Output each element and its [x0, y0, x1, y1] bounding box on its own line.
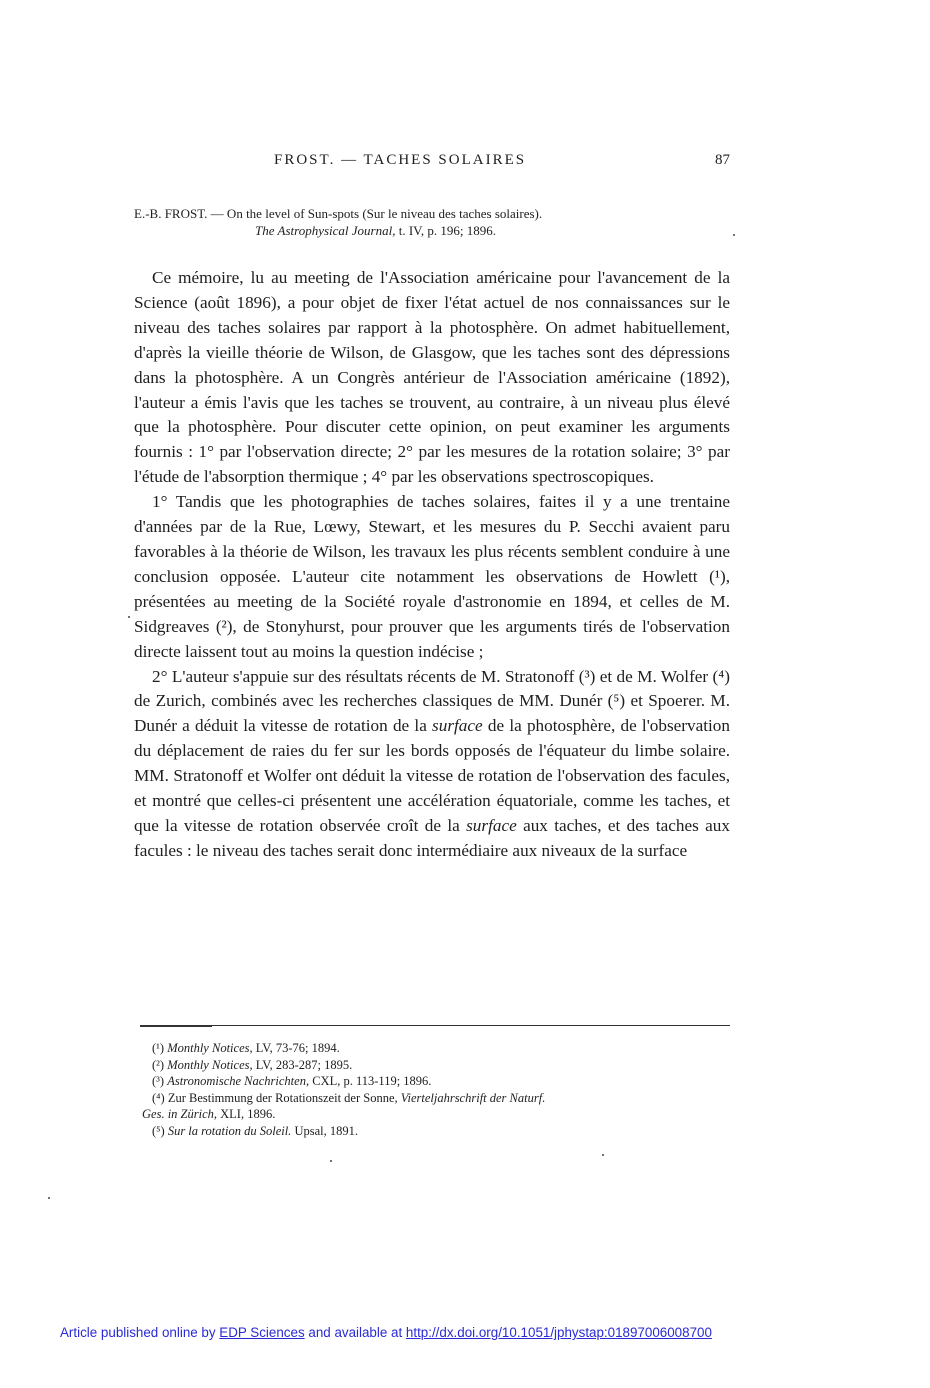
footnote-5-title: Sur la rotation du Soleil.	[167, 1123, 292, 1138]
footnote-4-mark: (⁴)	[152, 1090, 165, 1105]
footnote-4-cont-title: Ges. in Zürich,	[142, 1107, 217, 1122]
scan-speck	[128, 616, 130, 618]
article-body	[134, 266, 730, 864]
running-title: FROST. — TACHES SOLAIRES	[274, 152, 527, 168]
footer-middle: and available at	[304, 1325, 406, 1340]
doi-link[interactable]: http://dx.doi.org/10.1051/jphystap:01897006008700	[405, 1325, 712, 1340]
footnote-5-rest: Upsal, 1891.	[291, 1123, 358, 1138]
scan-speck	[733, 234, 735, 236]
footnote-4-cont-rest: XLI, 1896.	[217, 1107, 276, 1122]
footnote-rule	[140, 1025, 730, 1026]
publisher-link[interactable]: EDP Sciences	[219, 1325, 305, 1340]
footnote-4-text: Zur Bestimmung der Rotationszeit der Sonne,	[164, 1090, 401, 1105]
scan-speck	[602, 1154, 604, 1156]
footnote-4	[134, 1090, 730, 1107]
footnote-2-mark: (²)	[152, 1057, 165, 1072]
emphasis-surface-2: surface	[466, 815, 517, 835]
running-head	[134, 152, 730, 172]
footnote-2-title: Monthly Notices,	[167, 1057, 253, 1072]
footnote-2	[134, 1057, 730, 1074]
footnote-3-rest: CXL, p. 113-119; 1896.	[309, 1074, 432, 1089]
footnote-1-title: Monthly Notices,	[167, 1041, 253, 1055]
reference-line-1: E.-B. FROST. — On the level of Sun-spots (Sur le niveau des taches solaires).	[134, 206, 543, 221]
reference-journal: The Astrophysical Journal,	[255, 223, 396, 238]
paragraph-2: 1° Tandis que les photographies de taches solaires, faites il y a une trentaine d'années par de la Rue, Lœwy, Stewart, et les mesures du P. Secchi avaient paru favorables à la théorie de Wilson, les travaux les plus récents semblent conduire à une conclusion opposée. L'auteur cite notamment les observations de Howlett (¹), présentées au meeting de la Société royale d'astronomie en 1894, et celles de M. Sidgreaves (²), de Stonyhurst, pour prouver que les arguments tirés de l'observation directe laissent tout au moins la question indécise ;	[134, 492, 730, 661]
footnote-1-mark: (¹)	[152, 1041, 165, 1055]
footnote-4-continued	[134, 1106, 730, 1123]
footer-prefix: Article published online by	[60, 1325, 220, 1340]
footnote-5	[134, 1123, 730, 1140]
paragraph-3-part-a: 2° L'auteur s'appuie sur des résultats récents de M. Stratonoff (³) et de M. Wolfer (⁴) de Zurich, combinés avec les recherches classiques de MM. Dunér (⁵) et Spoerer. M. Dunér a déduit la vitesse de rotation de la	[134, 666, 730, 736]
footnote-1-rest: LV, 73-76; 1894.	[252, 1041, 340, 1055]
footnote-3-title: Astronomische Nachrichten,	[167, 1074, 310, 1089]
footnote-5-mark: (⁵)	[152, 1123, 165, 1138]
scan-speck	[330, 1160, 332, 1162]
reference-details: t. IV, p. 196; 1896.	[395, 223, 496, 238]
reference-line-2	[134, 222, 730, 239]
footnotes	[134, 1040, 730, 1140]
footnote-rule-accent	[140, 1025, 212, 1027]
footnote-2-rest: LV, 283-287; 1895.	[252, 1057, 353, 1072]
footnote-3-mark: (³)	[152, 1074, 165, 1089]
publication-footer	[60, 1325, 880, 1340]
reference-header	[134, 205, 730, 239]
footnote-1	[134, 1040, 730, 1057]
scan-speck	[48, 1197, 50, 1199]
footnote-3	[134, 1073, 730, 1090]
footnote-4-title: Vierteljahrschrift der Naturf.	[400, 1090, 546, 1105]
paragraph-3	[134, 665, 730, 864]
paragraph-3-part-c: aux taches, et des taches aux facules : le niveau des taches serait donc intermédiaire aux niveaux de la surface	[134, 815, 730, 860]
page-number: 87	[715, 152, 730, 168]
paragraph-1: Ce mémoire, lu au meeting de l'Association américaine pour l'avancement de la Science (août 1896), a pour objet de fixer l'état actuel de nos connaissances sur le niveau des taches solaires par rapport à la photosphère. On admet habituellement, d'après la vieille théorie de Wilson, de Glasgow, que les taches sont des dépressions dans la photosphère. A un Congrès antérieur de l'Association américaine (1892), l'auteur a émis l'avis que les taches se trouvent, au contraire, à un niveau plus élevé que la photosphère. Pour discuter cette opinion, on peut examiner les arguments fournis : 1° par l'observation directe; 2° par les mesures de la rotation solaire; 3° par l'étude de l'absorption thermique ; 4° par les observations spectroscopiques.	[134, 268, 730, 487]
emphasis-surface-1: surface	[432, 716, 483, 736]
paragraph-3-part-b: de la photosphère, de l'observation du déplacement de raies du fer sur les bords opposés de l'équateur du limbe solaire. MM. Stratonoff et Wolfer ont déduit la vitesse de rotation de l'observation des facules, et montré que celles-ci présentent une accélération équatoriale, comme les taches, et que la vitesse de rotation observée croît de la	[134, 716, 730, 835]
